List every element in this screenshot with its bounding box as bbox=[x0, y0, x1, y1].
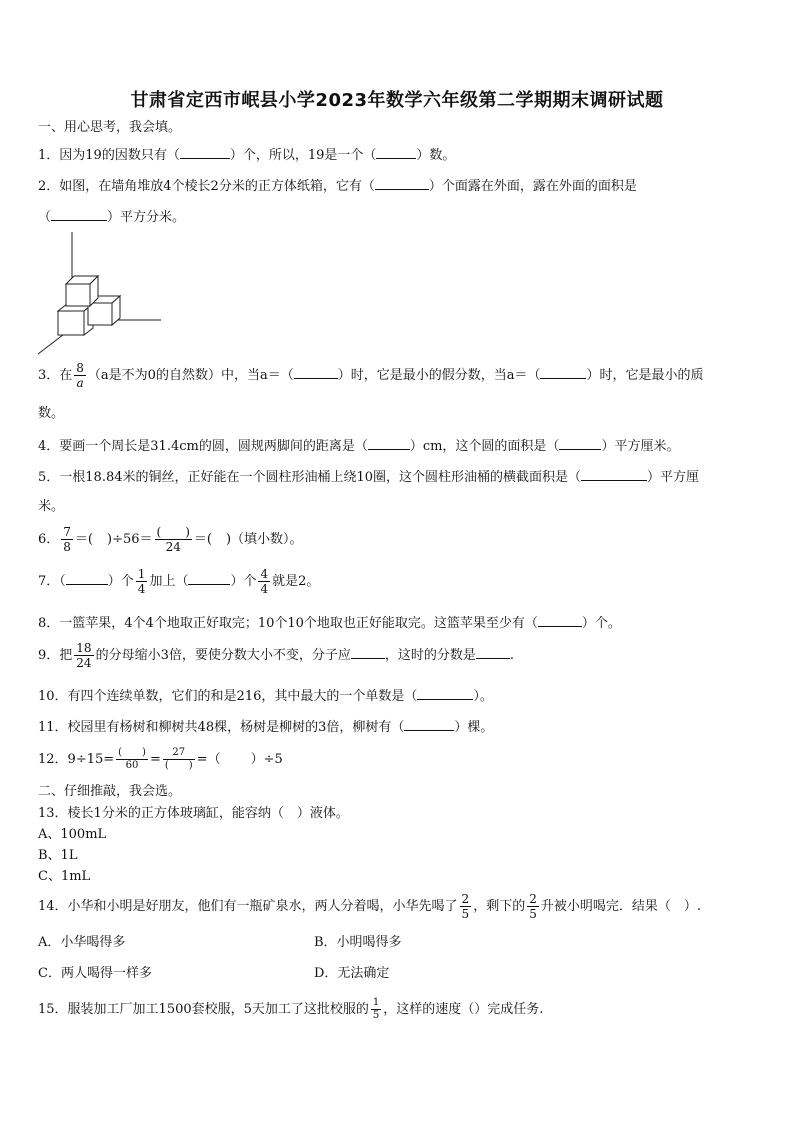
cube-corner-figure bbox=[36, 228, 166, 362]
question-4: 4．要画一个周长是31.4cm的圆，圆规两脚间的距离是（ ）cm，这个圆的面积是（ ）平方厘米。 bbox=[38, 439, 680, 454]
cube-stack-drawing bbox=[36, 228, 166, 358]
answer-blank[interactable] bbox=[294, 366, 338, 379]
option-b[interactable]: B．小明喝得多 bbox=[314, 935, 402, 950]
question-5: 5．一根18.84米的铜丝，正好能在一个圆柱形油桶上绕10圈，这个圆柱形油桶的横截面积是（ ）平方厘 bbox=[38, 470, 700, 485]
question-1: 1．因为19的因数只有（ ）个，所以，19是一个（ ）数。 bbox=[38, 148, 456, 163]
option-a[interactable]: A．小华喝得多 bbox=[38, 935, 126, 950]
question-3-cont: 数。 bbox=[38, 406, 65, 421]
fraction: $\frac{2}{5}$ bbox=[461, 892, 470, 921]
question-13: 13．棱长1分米的正方体玻璃缸，能容纳（ ）液体。 bbox=[38, 806, 349, 821]
fraction: $\frac{8}{a}$ bbox=[76, 361, 84, 390]
option-b[interactable]: B、1L bbox=[38, 848, 78, 863]
answer-blank[interactable] bbox=[51, 208, 107, 221]
answer-blank[interactable] bbox=[351, 646, 385, 659]
answer-blank[interactable] bbox=[538, 614, 582, 627]
fraction: $\frac{2}{5}$ bbox=[529, 892, 537, 921]
question-2-cont: （ ）平方分米。 bbox=[38, 210, 186, 225]
answer-blank[interactable] bbox=[375, 177, 429, 190]
answer-blank[interactable] bbox=[417, 687, 473, 700]
fraction: $\frac{1}{5}$ bbox=[372, 997, 380, 1021]
section-1-heading: 一、用心思考，我会填。 bbox=[38, 120, 182, 135]
question-14: 14．小华和小明是好朋友，他们有一瓶矿泉水，两人分着喝，小华先喝了 $\frac{2}{5}$ ，剩下的 $\frac{2}{5}$ 升被小明喝完．结果（ ）. bbox=[38, 892, 701, 921]
answer-blank[interactable] bbox=[368, 437, 410, 450]
answer-blank[interactable] bbox=[540, 366, 586, 379]
answer-blank[interactable] bbox=[376, 146, 416, 159]
fraction: $\frac{1}{4}$ bbox=[137, 567, 146, 596]
question-9: 9．把 $\frac{18}{24}$ 的分母缩小3倍，要使分数大小不变，分子应 ，这时的分数是 . bbox=[38, 641, 514, 670]
fraction: $\frac{18}{24}$ bbox=[76, 641, 92, 670]
question-6: 6． $\frac{7}{8}$ ＝( )÷56＝ $\frac{( )}{24}$ ＝( )（填小数）。 bbox=[38, 525, 303, 554]
fraction: $\frac{7}{8}$ bbox=[63, 525, 71, 554]
option-c[interactable]: C．两人喝得一样多 bbox=[38, 966, 152, 981]
fraction: $\frac{27}{( )}$ bbox=[164, 747, 193, 771]
fraction: $\frac{4}{4}$ bbox=[260, 567, 269, 596]
option-a[interactable]: A、100mL bbox=[38, 827, 107, 842]
fraction: $\frac{( )}{24}$ bbox=[156, 525, 190, 554]
section-2-heading: 二、仔细推敲，我会选。 bbox=[38, 784, 182, 799]
question-8: 8．一篮苹果，4个4个地取正好取完；10个10个地取也正好能取完。这篮苹果至少有（ ）个。 bbox=[38, 616, 621, 631]
answer-blank[interactable] bbox=[476, 646, 510, 659]
answer-blank[interactable] bbox=[180, 146, 230, 159]
question-7: 7．（ ）个 $\frac{1}{4}$ 加上（ ）个 $\frac{4}{4}$ 就是2。 bbox=[38, 567, 320, 596]
question-11: 11．校园里有杨树和柳树共48棵，杨树是柳树的3倍，柳树有（ ）棵。 bbox=[38, 720, 494, 735]
cube-front-face bbox=[88, 303, 112, 325]
question-15: 15．服装加工厂加工1500套校服，5天加工了这批校服的 $\frac{1}{5}$ ，这样的速度（）完成任务. bbox=[38, 997, 544, 1021]
page-title: 甘肃省定西市岷县小学2023年数学六年级第二学期期末调研试题 bbox=[130, 90, 664, 111]
option-d[interactable]: D．无法确定 bbox=[314, 966, 390, 981]
cube-front-face bbox=[66, 284, 90, 306]
question-10: 10．有四个连续单数，它们的和是216，其中最大的一个单数是（ ）。 bbox=[38, 689, 493, 704]
question-5-cont: 米。 bbox=[38, 499, 65, 514]
answer-blank[interactable] bbox=[66, 572, 108, 585]
option-c[interactable]: C、1mL bbox=[38, 869, 91, 884]
question-12: 12．9÷15= $\frac{( )}{60}$ = $\frac{27}{( )}$ =（ ）÷5 bbox=[38, 747, 283, 771]
cube-front-face bbox=[58, 311, 84, 335]
question-2: 2．如图，在墙角堆放4个棱长2分米的正方体纸箱，它有（ ）个面露在外面，露在外面的面积是 bbox=[38, 179, 637, 194]
question-3: 3．在 $\frac{8}{a}$ （a是不为0的自然数）中，当a＝（ ）时，它是最小的假分数，当a＝（ ）时，它是最小的质 bbox=[38, 361, 704, 390]
fraction: $\frac{( )}{60}$ bbox=[118, 747, 146, 771]
answer-blank[interactable] bbox=[188, 572, 230, 585]
answer-blank[interactable] bbox=[559, 437, 601, 450]
answer-blank[interactable] bbox=[404, 718, 454, 731]
answer-blank[interactable] bbox=[581, 468, 647, 481]
